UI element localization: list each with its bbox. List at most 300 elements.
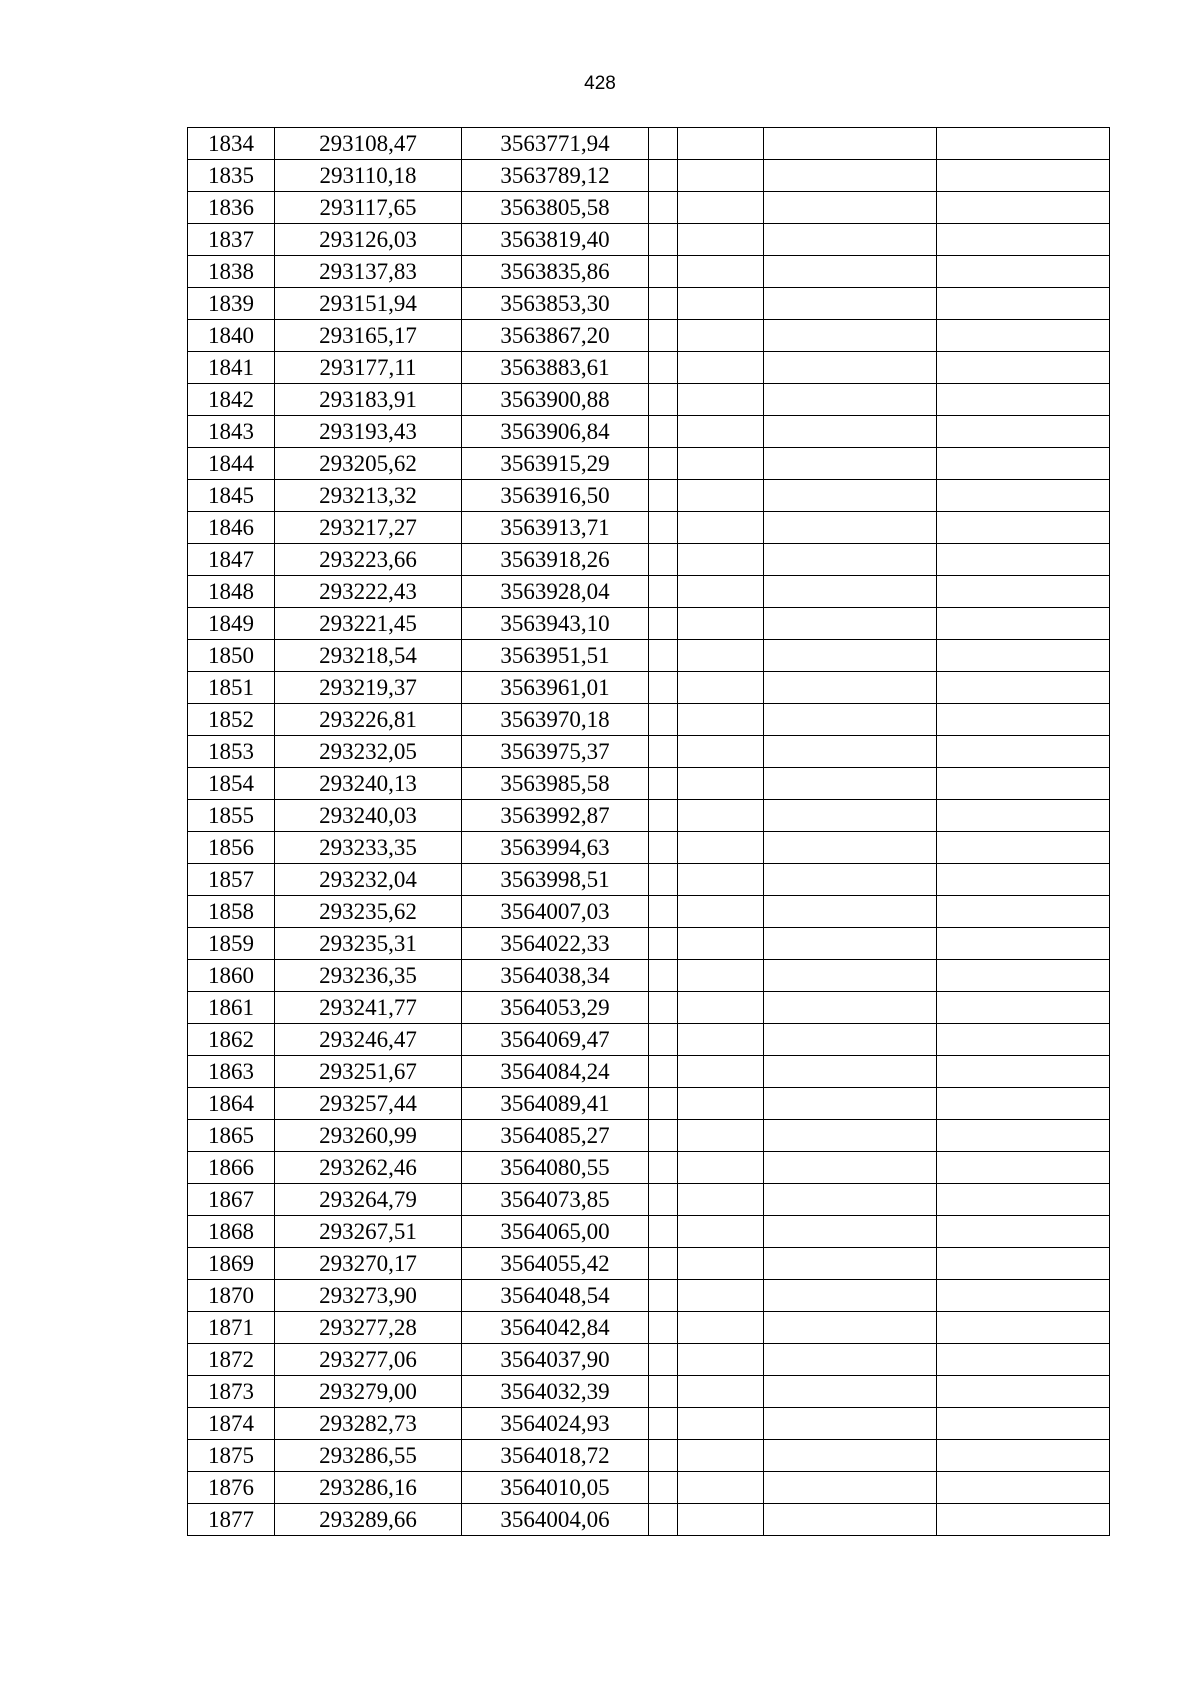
- x-coordinate-cell: 293218,54: [275, 640, 462, 672]
- empty-cell: [678, 608, 764, 640]
- empty-cell: [937, 1376, 1110, 1408]
- empty-cell: [678, 704, 764, 736]
- empty-cell: [678, 1472, 764, 1504]
- y-coordinate-cell: 3563961,01: [462, 672, 649, 704]
- empty-cell: [764, 640, 937, 672]
- point-number-cell: 1857: [188, 864, 275, 896]
- empty-cell: [649, 1344, 678, 1376]
- x-coordinate-cell: 293267,51: [275, 1216, 462, 1248]
- x-coordinate-cell: 293213,32: [275, 480, 462, 512]
- coordinates-table-body: [188, 128, 1110, 1536]
- point-number-cell: 1858: [188, 896, 275, 928]
- empty-cell: [649, 992, 678, 1024]
- x-coordinate-cell: 293260,99: [275, 1120, 462, 1152]
- point-number-cell: 1877: [188, 1504, 275, 1536]
- empty-cell: [678, 1184, 764, 1216]
- empty-cell: [678, 1376, 764, 1408]
- y-coordinate-cell: 3564048,54: [462, 1280, 649, 1312]
- point-number-cell: 1864: [188, 1088, 275, 1120]
- x-coordinate-cell: 293221,45: [275, 608, 462, 640]
- point-number-cell: 1852: [188, 704, 275, 736]
- x-coordinate-cell: 293262,46: [275, 1152, 462, 1184]
- x-coordinate-cell: 293282,73: [275, 1408, 462, 1440]
- x-coordinate-cell: 293251,67: [275, 1056, 462, 1088]
- y-coordinate-cell: 3563883,61: [462, 352, 649, 384]
- empty-cell: [649, 736, 678, 768]
- y-coordinate-cell: 3564018,72: [462, 1440, 649, 1472]
- empty-cell: [764, 480, 937, 512]
- empty-cell: [937, 416, 1110, 448]
- x-coordinate-cell: 293286,16: [275, 1472, 462, 1504]
- table-row: [188, 1504, 1110, 1536]
- empty-cell: [649, 672, 678, 704]
- empty-cell: [649, 352, 678, 384]
- empty-cell: [649, 704, 678, 736]
- empty-cell: [764, 704, 937, 736]
- empty-cell: [937, 480, 1110, 512]
- y-coordinate-cell: 3563789,12: [462, 160, 649, 192]
- empty-cell: [937, 352, 1110, 384]
- empty-cell: [937, 512, 1110, 544]
- x-coordinate-cell: 293286,55: [275, 1440, 462, 1472]
- empty-cell: [678, 1408, 764, 1440]
- x-coordinate-cell: 293126,03: [275, 224, 462, 256]
- empty-cell: [764, 576, 937, 608]
- empty-cell: [649, 1024, 678, 1056]
- empty-cell: [937, 224, 1110, 256]
- point-number-cell: 1871: [188, 1312, 275, 1344]
- table-row: [188, 800, 1110, 832]
- empty-cell: [937, 1056, 1110, 1088]
- x-coordinate-cell: 293241,77: [275, 992, 462, 1024]
- point-number-cell: 1847: [188, 544, 275, 576]
- empty-cell: [764, 160, 937, 192]
- empty-cell: [764, 1088, 937, 1120]
- empty-cell: [764, 224, 937, 256]
- empty-cell: [678, 224, 764, 256]
- x-coordinate-cell: 293117,65: [275, 192, 462, 224]
- empty-cell: [764, 128, 937, 160]
- empty-cell: [937, 1280, 1110, 1312]
- empty-cell: [678, 1120, 764, 1152]
- x-coordinate-cell: 293219,37: [275, 672, 462, 704]
- empty-cell: [678, 256, 764, 288]
- empty-cell: [764, 448, 937, 480]
- x-coordinate-cell: 293226,81: [275, 704, 462, 736]
- empty-cell: [649, 896, 678, 928]
- x-coordinate-cell: 293273,90: [275, 1280, 462, 1312]
- y-coordinate-cell: 3563915,29: [462, 448, 649, 480]
- point-number-cell: 1854: [188, 768, 275, 800]
- y-coordinate-cell: 3564089,41: [462, 1088, 649, 1120]
- point-number-cell: 1841: [188, 352, 275, 384]
- y-coordinate-cell: 3564037,90: [462, 1344, 649, 1376]
- table-row: [188, 640, 1110, 672]
- empty-cell: [678, 192, 764, 224]
- empty-cell: [678, 992, 764, 1024]
- empty-cell: [764, 1440, 937, 1472]
- empty-cell: [678, 320, 764, 352]
- empty-cell: [649, 288, 678, 320]
- point-number-cell: 1860: [188, 960, 275, 992]
- point-number-cell: 1838: [188, 256, 275, 288]
- x-coordinate-cell: 293277,28: [275, 1312, 462, 1344]
- table-row: [188, 480, 1110, 512]
- empty-cell: [764, 608, 937, 640]
- table-row: [188, 416, 1110, 448]
- empty-cell: [764, 256, 937, 288]
- empty-cell: [937, 1472, 1110, 1504]
- y-coordinate-cell: 3564055,42: [462, 1248, 649, 1280]
- x-coordinate-cell: 293240,03: [275, 800, 462, 832]
- empty-cell: [937, 384, 1110, 416]
- empty-cell: [937, 1152, 1110, 1184]
- empty-cell: [678, 448, 764, 480]
- empty-cell: [764, 1184, 937, 1216]
- x-coordinate-cell: 293232,05: [275, 736, 462, 768]
- point-number-cell: 1846: [188, 512, 275, 544]
- x-coordinate-cell: 293257,44: [275, 1088, 462, 1120]
- point-number-cell: 1853: [188, 736, 275, 768]
- page-number: 428: [584, 73, 616, 94]
- point-number-cell: 1850: [188, 640, 275, 672]
- empty-cell: [678, 128, 764, 160]
- empty-cell: [678, 1280, 764, 1312]
- empty-cell: [649, 800, 678, 832]
- empty-cell: [764, 1024, 937, 1056]
- y-coordinate-cell: 3563867,20: [462, 320, 649, 352]
- empty-cell: [937, 672, 1110, 704]
- point-number-cell: 1872: [188, 1344, 275, 1376]
- point-number-cell: 1845: [188, 480, 275, 512]
- x-coordinate-cell: 293289,66: [275, 1504, 462, 1536]
- point-number-cell: 1868: [188, 1216, 275, 1248]
- y-coordinate-cell: 3563906,84: [462, 416, 649, 448]
- empty-cell: [649, 1504, 678, 1536]
- empty-cell: [764, 1344, 937, 1376]
- empty-cell: [764, 1056, 937, 1088]
- x-coordinate-cell: 293108,47: [275, 128, 462, 160]
- point-number-cell: 1876: [188, 1472, 275, 1504]
- empty-cell: [764, 896, 937, 928]
- empty-cell: [678, 1344, 764, 1376]
- y-coordinate-cell: 3563913,71: [462, 512, 649, 544]
- table-row: [188, 288, 1110, 320]
- y-coordinate-cell: 3564085,27: [462, 1120, 649, 1152]
- point-number-cell: 1861: [188, 992, 275, 1024]
- y-coordinate-cell: 3564010,05: [462, 1472, 649, 1504]
- x-coordinate-cell: 293177,11: [275, 352, 462, 384]
- empty-cell: [764, 1504, 937, 1536]
- empty-cell: [764, 384, 937, 416]
- point-number-cell: 1875: [188, 1440, 275, 1472]
- empty-cell: [764, 512, 937, 544]
- x-coordinate-cell: 293232,04: [275, 864, 462, 896]
- x-coordinate-cell: 293235,62: [275, 896, 462, 928]
- table-row: [188, 1280, 1110, 1312]
- point-number-cell: 1851: [188, 672, 275, 704]
- table-row: [188, 704, 1110, 736]
- table-row: [188, 608, 1110, 640]
- empty-cell: [678, 1024, 764, 1056]
- empty-cell: [649, 864, 678, 896]
- table-row: [188, 1216, 1110, 1248]
- empty-cell: [678, 160, 764, 192]
- empty-cell: [649, 160, 678, 192]
- empty-cell: [649, 192, 678, 224]
- empty-cell: [649, 1376, 678, 1408]
- y-coordinate-cell: 3564042,84: [462, 1312, 649, 1344]
- table-row: [188, 992, 1110, 1024]
- empty-cell: [678, 736, 764, 768]
- empty-cell: [649, 832, 678, 864]
- empty-cell: [937, 864, 1110, 896]
- table-row: [188, 1408, 1110, 1440]
- empty-cell: [937, 1312, 1110, 1344]
- table-row: [188, 224, 1110, 256]
- y-coordinate-cell: 3563835,86: [462, 256, 649, 288]
- empty-cell: [937, 928, 1110, 960]
- table-row: [188, 928, 1110, 960]
- table-row: [188, 672, 1110, 704]
- table-row: [188, 192, 1110, 224]
- x-coordinate-cell: 293277,06: [275, 1344, 462, 1376]
- y-coordinate-cell: 3563951,51: [462, 640, 649, 672]
- y-coordinate-cell: 3564065,00: [462, 1216, 649, 1248]
- empty-cell: [678, 512, 764, 544]
- y-coordinate-cell: 3564053,29: [462, 992, 649, 1024]
- empty-cell: [678, 864, 764, 896]
- point-number-cell: 1849: [188, 608, 275, 640]
- table-row: [188, 544, 1110, 576]
- table-row: [188, 896, 1110, 928]
- y-coordinate-cell: 3563928,04: [462, 576, 649, 608]
- empty-cell: [937, 736, 1110, 768]
- empty-cell: [649, 1056, 678, 1088]
- table-row: [188, 384, 1110, 416]
- empty-cell: [649, 224, 678, 256]
- x-coordinate-cell: 293233,35: [275, 832, 462, 864]
- table-row: [188, 832, 1110, 864]
- point-number-cell: 1865: [188, 1120, 275, 1152]
- empty-cell: [678, 416, 764, 448]
- empty-cell: [649, 448, 678, 480]
- empty-cell: [937, 1120, 1110, 1152]
- x-coordinate-cell: 293217,27: [275, 512, 462, 544]
- y-coordinate-cell: 3564038,34: [462, 960, 649, 992]
- x-coordinate-cell: 293264,79: [275, 1184, 462, 1216]
- empty-cell: [649, 1472, 678, 1504]
- empty-cell: [764, 192, 937, 224]
- y-coordinate-cell: 3564073,85: [462, 1184, 649, 1216]
- x-coordinate-cell: 293183,91: [275, 384, 462, 416]
- empty-cell: [678, 288, 764, 320]
- table-row: [188, 320, 1110, 352]
- empty-cell: [937, 544, 1110, 576]
- point-number-cell: 1837: [188, 224, 275, 256]
- empty-cell: [937, 800, 1110, 832]
- empty-cell: [937, 1504, 1110, 1536]
- y-coordinate-cell: 3564084,24: [462, 1056, 649, 1088]
- table-row: [188, 1248, 1110, 1280]
- empty-cell: [678, 768, 764, 800]
- empty-cell: [937, 160, 1110, 192]
- x-coordinate-cell: 293270,17: [275, 1248, 462, 1280]
- empty-cell: [649, 576, 678, 608]
- empty-cell: [649, 1408, 678, 1440]
- empty-cell: [937, 1184, 1110, 1216]
- empty-cell: [678, 640, 764, 672]
- point-number-cell: 1869: [188, 1248, 275, 1280]
- coordinates-table: [187, 127, 1110, 1536]
- y-coordinate-cell: 3563975,37: [462, 736, 649, 768]
- empty-cell: [678, 800, 764, 832]
- empty-cell: [678, 1088, 764, 1120]
- empty-cell: [678, 480, 764, 512]
- empty-cell: [764, 320, 937, 352]
- table-row: [188, 352, 1110, 384]
- point-number-cell: 1834: [188, 128, 275, 160]
- point-number-cell: 1873: [188, 1376, 275, 1408]
- empty-cell: [649, 768, 678, 800]
- table-row: [188, 1056, 1110, 1088]
- y-coordinate-cell: 3564007,03: [462, 896, 649, 928]
- empty-cell: [649, 1120, 678, 1152]
- table-row: [188, 768, 1110, 800]
- empty-cell: [764, 416, 937, 448]
- x-coordinate-cell: 293110,18: [275, 160, 462, 192]
- empty-cell: [937, 992, 1110, 1024]
- empty-cell: [764, 960, 937, 992]
- table-row: [188, 1024, 1110, 1056]
- empty-cell: [764, 544, 937, 576]
- point-number-cell: 1855: [188, 800, 275, 832]
- y-coordinate-cell: 3564022,33: [462, 928, 649, 960]
- point-number-cell: 1867: [188, 1184, 275, 1216]
- y-coordinate-cell: 3564080,55: [462, 1152, 649, 1184]
- y-coordinate-cell: 3563992,87: [462, 800, 649, 832]
- point-number-cell: 1839: [188, 288, 275, 320]
- table-row: [188, 512, 1110, 544]
- table-row: [188, 1376, 1110, 1408]
- empty-cell: [764, 672, 937, 704]
- empty-cell: [678, 1312, 764, 1344]
- table-row: [188, 736, 1110, 768]
- empty-cell: [764, 736, 937, 768]
- empty-cell: [678, 1216, 764, 1248]
- x-coordinate-cell: 293165,17: [275, 320, 462, 352]
- empty-cell: [764, 1312, 937, 1344]
- empty-cell: [764, 1472, 937, 1504]
- point-number-cell: 1866: [188, 1152, 275, 1184]
- y-coordinate-cell: 3564032,39: [462, 1376, 649, 1408]
- empty-cell: [937, 192, 1110, 224]
- empty-cell: [678, 896, 764, 928]
- x-coordinate-cell: 293240,13: [275, 768, 462, 800]
- empty-cell: [649, 1312, 678, 1344]
- empty-cell: [937, 256, 1110, 288]
- point-number-cell: 1870: [188, 1280, 275, 1312]
- empty-cell: [649, 128, 678, 160]
- table-row: [188, 128, 1110, 160]
- point-number-cell: 1863: [188, 1056, 275, 1088]
- empty-cell: [764, 1376, 937, 1408]
- table-row: [188, 576, 1110, 608]
- empty-cell: [937, 128, 1110, 160]
- empty-cell: [678, 544, 764, 576]
- y-coordinate-cell: 3563994,63: [462, 832, 649, 864]
- table-row: [188, 960, 1110, 992]
- empty-cell: [937, 1216, 1110, 1248]
- x-coordinate-cell: 293193,43: [275, 416, 462, 448]
- empty-cell: [649, 1216, 678, 1248]
- empty-cell: [764, 1248, 937, 1280]
- point-number-cell: 1862: [188, 1024, 275, 1056]
- y-coordinate-cell: 3564004,06: [462, 1504, 649, 1536]
- empty-cell: [649, 384, 678, 416]
- y-coordinate-cell: 3563916,50: [462, 480, 649, 512]
- point-number-cell: 1859: [188, 928, 275, 960]
- empty-cell: [764, 832, 937, 864]
- point-number-cell: 1848: [188, 576, 275, 608]
- empty-cell: [649, 1184, 678, 1216]
- empty-cell: [678, 1248, 764, 1280]
- y-coordinate-cell: 3563943,10: [462, 608, 649, 640]
- empty-cell: [937, 640, 1110, 672]
- y-coordinate-cell: 3564069,47: [462, 1024, 649, 1056]
- empty-cell: [649, 1152, 678, 1184]
- empty-cell: [937, 608, 1110, 640]
- table-row: [188, 256, 1110, 288]
- table-row: [188, 448, 1110, 480]
- empty-cell: [937, 1408, 1110, 1440]
- empty-cell: [678, 960, 764, 992]
- table-row: [188, 1344, 1110, 1376]
- x-coordinate-cell: 293151,94: [275, 288, 462, 320]
- empty-cell: [764, 288, 937, 320]
- empty-cell: [649, 256, 678, 288]
- empty-cell: [649, 512, 678, 544]
- empty-cell: [937, 832, 1110, 864]
- empty-cell: [764, 1120, 937, 1152]
- empty-cell: [764, 864, 937, 896]
- point-number-cell: 1844: [188, 448, 275, 480]
- table-row: [188, 1312, 1110, 1344]
- y-coordinate-cell: 3563819,40: [462, 224, 649, 256]
- empty-cell: [937, 1248, 1110, 1280]
- empty-cell: [764, 928, 937, 960]
- empty-cell: [764, 768, 937, 800]
- x-coordinate-cell: 293205,62: [275, 448, 462, 480]
- empty-cell: [678, 1440, 764, 1472]
- y-coordinate-cell: 3563998,51: [462, 864, 649, 896]
- empty-cell: [764, 1216, 937, 1248]
- empty-cell: [764, 352, 937, 384]
- empty-cell: [678, 832, 764, 864]
- empty-cell: [937, 1344, 1110, 1376]
- empty-cell: [649, 1280, 678, 1312]
- table-row: [188, 1120, 1110, 1152]
- empty-cell: [937, 448, 1110, 480]
- x-coordinate-cell: 293137,83: [275, 256, 462, 288]
- y-coordinate-cell: 3563853,30: [462, 288, 649, 320]
- empty-cell: [649, 928, 678, 960]
- empty-cell: [649, 1088, 678, 1120]
- empty-cell: [937, 704, 1110, 736]
- empty-cell: [649, 960, 678, 992]
- x-coordinate-cell: 293279,00: [275, 1376, 462, 1408]
- empty-cell: [678, 1152, 764, 1184]
